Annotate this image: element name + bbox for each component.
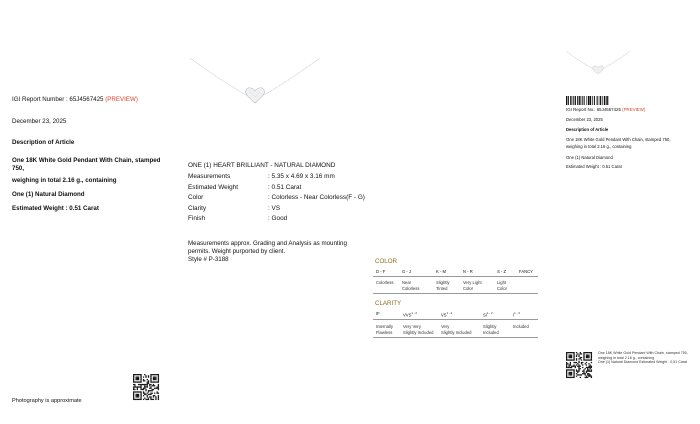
detail-label: Measurements (188, 173, 231, 180)
color-grade-label: Near (402, 280, 412, 285)
detail-label: Estimated Weight (188, 183, 238, 191)
color-grade-label: Slightly (436, 280, 450, 285)
color-grade: K - M (436, 269, 447, 274)
color-grade: N - R (463, 269, 473, 274)
right-estimated-weight: Estimated Weight : 0.51 Carat (566, 164, 622, 169)
color-grade: FANCY (519, 269, 533, 274)
detail-label: Color (188, 194, 204, 201)
clarity-grade (441, 311, 452, 317)
detail-value: : 0.51 Carat (268, 183, 302, 191)
detail-label: Clarity (188, 204, 207, 212)
clarity-grade-name: VVS (403, 312, 412, 318)
grading-note-2: permits. Weight purported by client. (188, 248, 286, 255)
clarity-scale-bottom-divider (373, 337, 538, 338)
color-grade-label: Light (497, 280, 507, 285)
detail-value: : VS (268, 204, 281, 212)
clarity-grade-label: Slightly Included (441, 329, 472, 335)
qr-code-icon (133, 374, 159, 400)
clarity-scale-divider (373, 319, 538, 320)
qr-code-small-icon (566, 352, 592, 378)
right-description-line-1: One 18K White Gold Pendant With Chain, stamped 750, (566, 137, 671, 142)
right-report-number-label: IGI Report No.: 65J4567425 (566, 107, 621, 112)
clarity-grade-label: Included (513, 324, 529, 329)
style-number: Style # P-3188 (188, 256, 229, 263)
detail-value: : Colorless - Near Colorless(F - G) (268, 194, 365, 201)
preview-label: (PREVIEW) (105, 96, 138, 103)
strip-line-3: One (1) Natural Diamond Estimated Weight : 0.51 Carat (598, 360, 688, 364)
description-line-3: weighing in total 2.16 g., containing (12, 177, 117, 184)
right-description-heading: Description of Article (566, 127, 609, 132)
color-grade: G - J (402, 269, 412, 274)
clarity-scale-heading: CLARITY (375, 300, 402, 307)
clarity-grade-label: Slightly (483, 324, 497, 329)
description-line-2: 750, (12, 165, 25, 172)
photography-note: Photography is approximate (12, 398, 82, 404)
clarity-grade-range: 1 - 2 (411, 311, 417, 315)
right-report-date: December 23, 2025 (566, 117, 603, 122)
color-grade-label: Color (463, 285, 474, 291)
color-scale-heading: COLOR (375, 258, 398, 265)
barcode-icon (566, 96, 608, 105)
clarity-grade-name: IF (376, 311, 380, 316)
report-date: December 23, 2025 (12, 118, 67, 125)
color-grade: D - F (376, 269, 386, 274)
color-grade-label: Tinted (436, 285, 448, 291)
clarity-grade-name: VS (441, 312, 447, 318)
color-grade: S - Z (497, 269, 507, 274)
report-number-label: IGI Report Number : 65J4567425 (12, 96, 104, 103)
right-diamond-count: One (1) Natural Diamond (566, 155, 613, 160)
clarity-grade-name: I (513, 312, 515, 318)
diamond-title: ONE (1) HEART BRILLIANT - NATURAL DIAMOND (188, 162, 336, 169)
clarity-grade-label: Very Very (403, 324, 421, 329)
clarity-grade-label: Slightly Included (403, 329, 434, 335)
clarity-grade-range: 1 - 3 (514, 311, 520, 315)
clarity-grade (403, 311, 417, 317)
description-line-1: One 18K White Gold Pendant With Chain, stamped (12, 157, 161, 164)
strip-line-1: One 18K White Gold Pendant With Chain, stamped 750, (598, 351, 688, 355)
color-scale-divider (373, 276, 538, 277)
pendant-thumbnail (562, 50, 634, 76)
clarity-grade-label: Flawless (376, 329, 393, 335)
estimated-weight: Estimated Weight : 0.51 Carat (12, 205, 99, 212)
color-grade-label: Color (497, 285, 508, 291)
right-description-line-2: weighing in total 2.16 g., containing (566, 144, 632, 149)
detail-value: : 5.35 x 4.69 x 3.16 mm (268, 173, 335, 180)
color-grade-label: Colorless (376, 280, 394, 285)
clarity-grade-range: 1 - 2 (446, 311, 453, 315)
clarity-grade (513, 311, 520, 317)
color-grade-label: Colorless (402, 285, 420, 291)
clarity-grade-range: 1 - 2 (486, 311, 493, 315)
clarity-grade-label: Internally (376, 324, 393, 329)
report-number (12, 96, 138, 104)
clarity-grade-label: Very (441, 324, 450, 329)
description-heading: Description of Article (12, 139, 75, 146)
color-scale-bottom-divider (373, 293, 538, 294)
right-report-number (566, 107, 645, 112)
strip-line-2: weighing in total 2.16 g., containing (598, 355, 655, 360)
clarity-grade-name: SI (483, 312, 487, 318)
clarity-grade-label: Included (483, 329, 499, 335)
right-preview-label: (PREVIEW) (622, 107, 646, 112)
clarity-grade (376, 311, 380, 316)
detail-label: Finish (188, 215, 206, 222)
diamond-count: One (1) Natural Diamond (12, 191, 85, 198)
color-grade-label: Very Light (463, 280, 482, 285)
clarity-grade (483, 311, 493, 317)
grading-note-1: Measurements approx. Grading and Analysis as mounting (188, 240, 347, 247)
pendant-image (180, 55, 330, 110)
detail-value: : Good (268, 215, 288, 222)
